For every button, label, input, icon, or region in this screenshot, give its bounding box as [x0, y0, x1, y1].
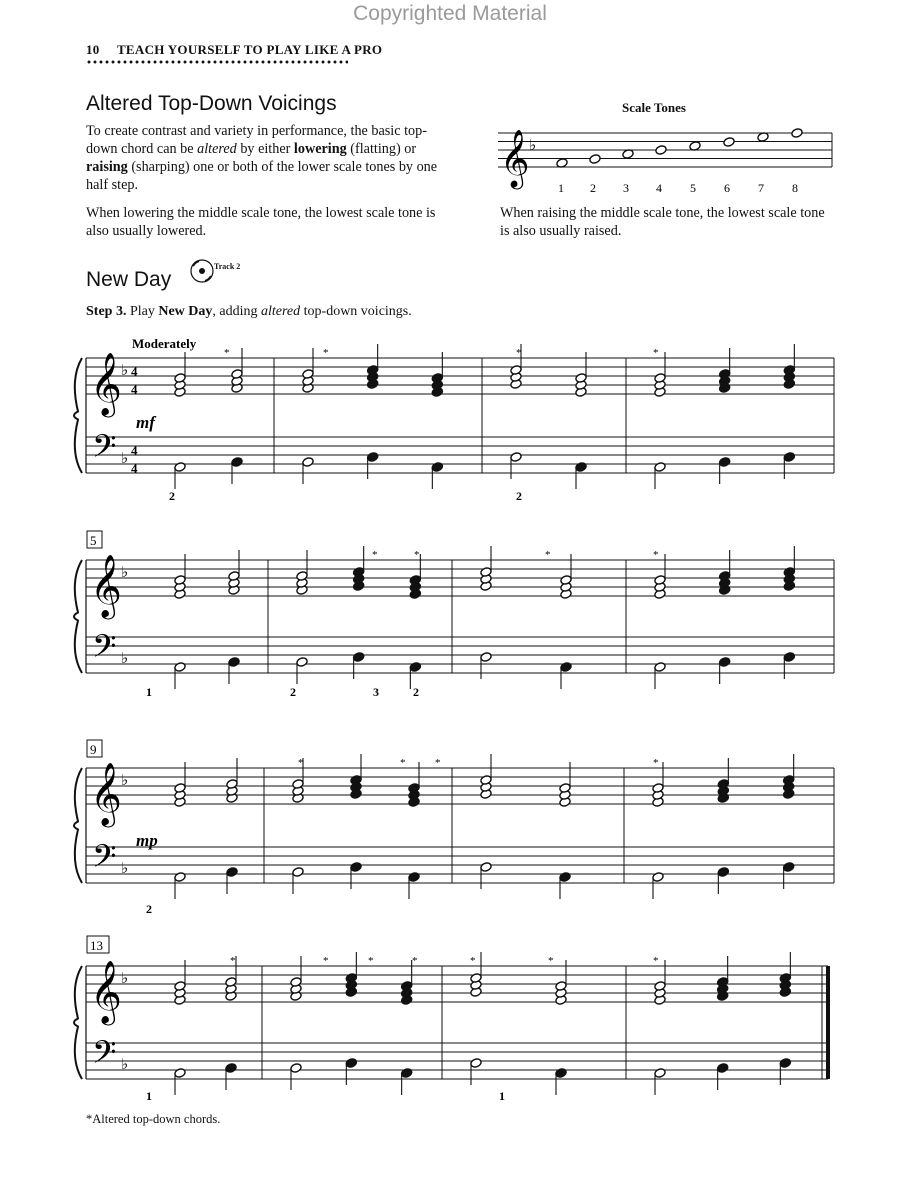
brace: [74, 768, 82, 883]
brace: [74, 966, 82, 1079]
note-head: [510, 452, 522, 463]
note-head: [174, 462, 186, 473]
fingering: 2: [413, 685, 419, 699]
note-head: [292, 867, 304, 878]
scale-tones-staff: [498, 128, 832, 190]
measure-number-9: [87, 740, 102, 757]
score-systems: [74, 344, 834, 1095]
measure-number-5: [87, 531, 102, 548]
system-1: [74, 344, 834, 489]
key-signature-flat: ♭: [121, 449, 129, 467]
bass-clef: 𝄢: [92, 428, 117, 472]
note-head: [345, 1058, 357, 1069]
asterisk: *: [548, 955, 554, 967]
p1-text-c: (flatting) or: [346, 141, 417, 157]
time-signature: 4: [131, 443, 138, 458]
lowering-paragraph: When lowering the middle scale tone, the lowest scale tone is also usually lowered.: [86, 205, 436, 239]
note-head: [431, 462, 443, 473]
fingering: 1: [146, 685, 152, 699]
asterisk: *: [470, 955, 476, 967]
treble-clef: 𝄞: [90, 554, 122, 617]
dynamic-mf: mf: [136, 413, 155, 432]
note-head: [174, 662, 186, 673]
note-head: [716, 1063, 728, 1074]
scale-number: 4: [656, 181, 662, 195]
asterisk: *: [414, 549, 420, 561]
note-head: [350, 862, 362, 873]
scale-number: 1: [558, 181, 564, 195]
system-3: [74, 754, 834, 899]
key-signature-flat: ♭: [121, 859, 129, 877]
note-head: [470, 1058, 482, 1069]
note-head: [655, 145, 667, 156]
time-signature: 4: [131, 382, 138, 397]
brace: [74, 358, 82, 473]
p1-altered: altered: [197, 141, 237, 157]
asterisk: *: [435, 757, 441, 769]
treble-clef: 𝄞: [90, 352, 122, 415]
key-signature-flat: ♭: [121, 969, 129, 987]
note-head: [654, 662, 666, 673]
note-head: [654, 462, 666, 473]
footnote: *Altered top-down chords.: [86, 1112, 221, 1126]
cd-track-label: Track 2: [214, 262, 241, 271]
note-head: [783, 652, 795, 663]
scale-number: 6: [724, 181, 730, 195]
asterisk: *: [653, 347, 659, 359]
note-head: [352, 652, 364, 663]
scale-number: 8: [792, 181, 798, 195]
note-head: [791, 128, 803, 139]
note-head: [560, 662, 572, 673]
note-head: [228, 657, 240, 668]
key-signature-flat: ♭: [121, 1055, 129, 1073]
scale-number: 3: [623, 181, 629, 195]
asterisk: *: [412, 955, 418, 967]
scale-number: 2: [590, 181, 596, 195]
note-head: [174, 1068, 186, 1079]
note-head: [779, 1058, 791, 1069]
p1-text-a: To create contrast and variety in performance, the basic top-down chord can be: [86, 123, 427, 157]
note-head: [290, 1063, 302, 1074]
note-head: [589, 154, 601, 165]
measure-number-13: [87, 936, 109, 953]
fingering: 2: [516, 489, 522, 503]
asterisk: *: [653, 955, 659, 967]
fingering: 1: [499, 1089, 505, 1103]
note-head: [409, 662, 421, 673]
asterisk: *: [368, 955, 374, 967]
step-adding: , adding: [212, 304, 261, 319]
time-signature: 4: [131, 461, 138, 476]
section-title-new-day: New Day: [86, 268, 172, 291]
asterisk: *: [298, 757, 304, 769]
brace: [74, 560, 82, 673]
note-head: [652, 872, 664, 883]
key-signature-flat: ♭: [529, 136, 537, 154]
note-head: [718, 657, 730, 668]
bass-clef: 𝄢: [92, 628, 117, 672]
measure-number-text: 9: [90, 742, 97, 757]
asterisk: *: [323, 955, 329, 967]
note-head: [174, 872, 186, 883]
note-head: [408, 872, 420, 883]
tempo-marking: Moderately: [132, 336, 197, 351]
note-head: [782, 862, 794, 873]
note-head: [559, 872, 571, 883]
key-signature-flat: ♭: [121, 361, 129, 379]
note-head: [723, 137, 735, 148]
asterisk: *: [516, 347, 522, 359]
key-signature-flat: ♭: [121, 771, 129, 789]
system-2: [74, 546, 834, 689]
note-head: [480, 652, 492, 663]
asterisk: *: [400, 757, 406, 769]
step-rest: top-down voicings.: [300, 304, 412, 319]
key-signature-flat: ♭: [121, 563, 129, 581]
note-head: [480, 862, 492, 873]
bass-clef: 𝄢: [92, 1034, 117, 1078]
running-title: TEACH YOURSELF TO PLAY LIKE A PRO: [116, 42, 383, 57]
raising-paragraph: When raising the middle scale tone, the lowest scale tone is also usually raised.: [500, 205, 825, 239]
section-title-altered-voicings: Altered Top-Down Voicings: [86, 92, 337, 115]
step-song: New Day: [158, 304, 213, 319]
step-altered: altered: [261, 304, 301, 319]
note-head: [718, 457, 730, 468]
treble-clef: 𝄞: [90, 960, 122, 1023]
note-head: [296, 657, 308, 668]
p1-text-d: (sharping) one or both of the lower scale tones by one half step.: [86, 159, 438, 193]
bass-clef: 𝄢: [92, 838, 117, 882]
measure-number-text: 13: [90, 938, 103, 953]
time-signature: 4: [131, 364, 138, 379]
p1-raising: raising: [86, 159, 128, 175]
p1-lowering: lowering: [293, 141, 347, 157]
asterisk: *: [545, 549, 551, 561]
asterisk: *: [653, 757, 659, 769]
cd-icon: [191, 260, 213, 282]
step-play: Play: [126, 304, 159, 319]
fingering: 2: [169, 489, 175, 503]
scale-tones-caption: Scale Tones: [622, 100, 686, 115]
fingering: 3: [373, 685, 379, 699]
key-signature-flat: ♭: [121, 649, 129, 667]
asterisk: *: [372, 549, 378, 561]
note-head: [575, 462, 587, 473]
note-head: [555, 1068, 567, 1079]
treble-clef: 𝄞: [90, 762, 122, 825]
dynamic-mp: mp: [136, 831, 158, 850]
watermark: Copyrighted Material: [353, 2, 547, 25]
note-head: [231, 457, 243, 468]
step-label: Step 3.: [86, 304, 127, 319]
fingering: 2: [146, 902, 152, 916]
note-head: [717, 867, 729, 878]
measure-number-text: 5: [90, 533, 97, 548]
scale-tone-numbers: [558, 181, 798, 195]
note-head: [302, 457, 314, 468]
p1-text-b: by either: [236, 141, 294, 157]
page-number: 10: [86, 42, 100, 57]
system-4: [74, 952, 828, 1095]
note-head: [366, 452, 378, 463]
scale-number: 7: [758, 181, 764, 195]
fingering-numbers: [146, 489, 522, 1103]
note-head: [654, 1068, 666, 1079]
fingering: 1: [146, 1089, 152, 1103]
note-head: [400, 1068, 412, 1079]
treble-clef: 𝄞: [500, 129, 530, 187]
note-head: [225, 1063, 237, 1074]
asterisk: *: [230, 955, 236, 967]
note-head: [783, 452, 795, 463]
scale-number: 5: [690, 181, 696, 195]
asterisk: *: [224, 347, 230, 359]
fingering: 2: [290, 685, 296, 699]
asterisk: *: [323, 347, 329, 359]
asterisk: *: [653, 549, 659, 561]
note-head: [226, 867, 238, 878]
